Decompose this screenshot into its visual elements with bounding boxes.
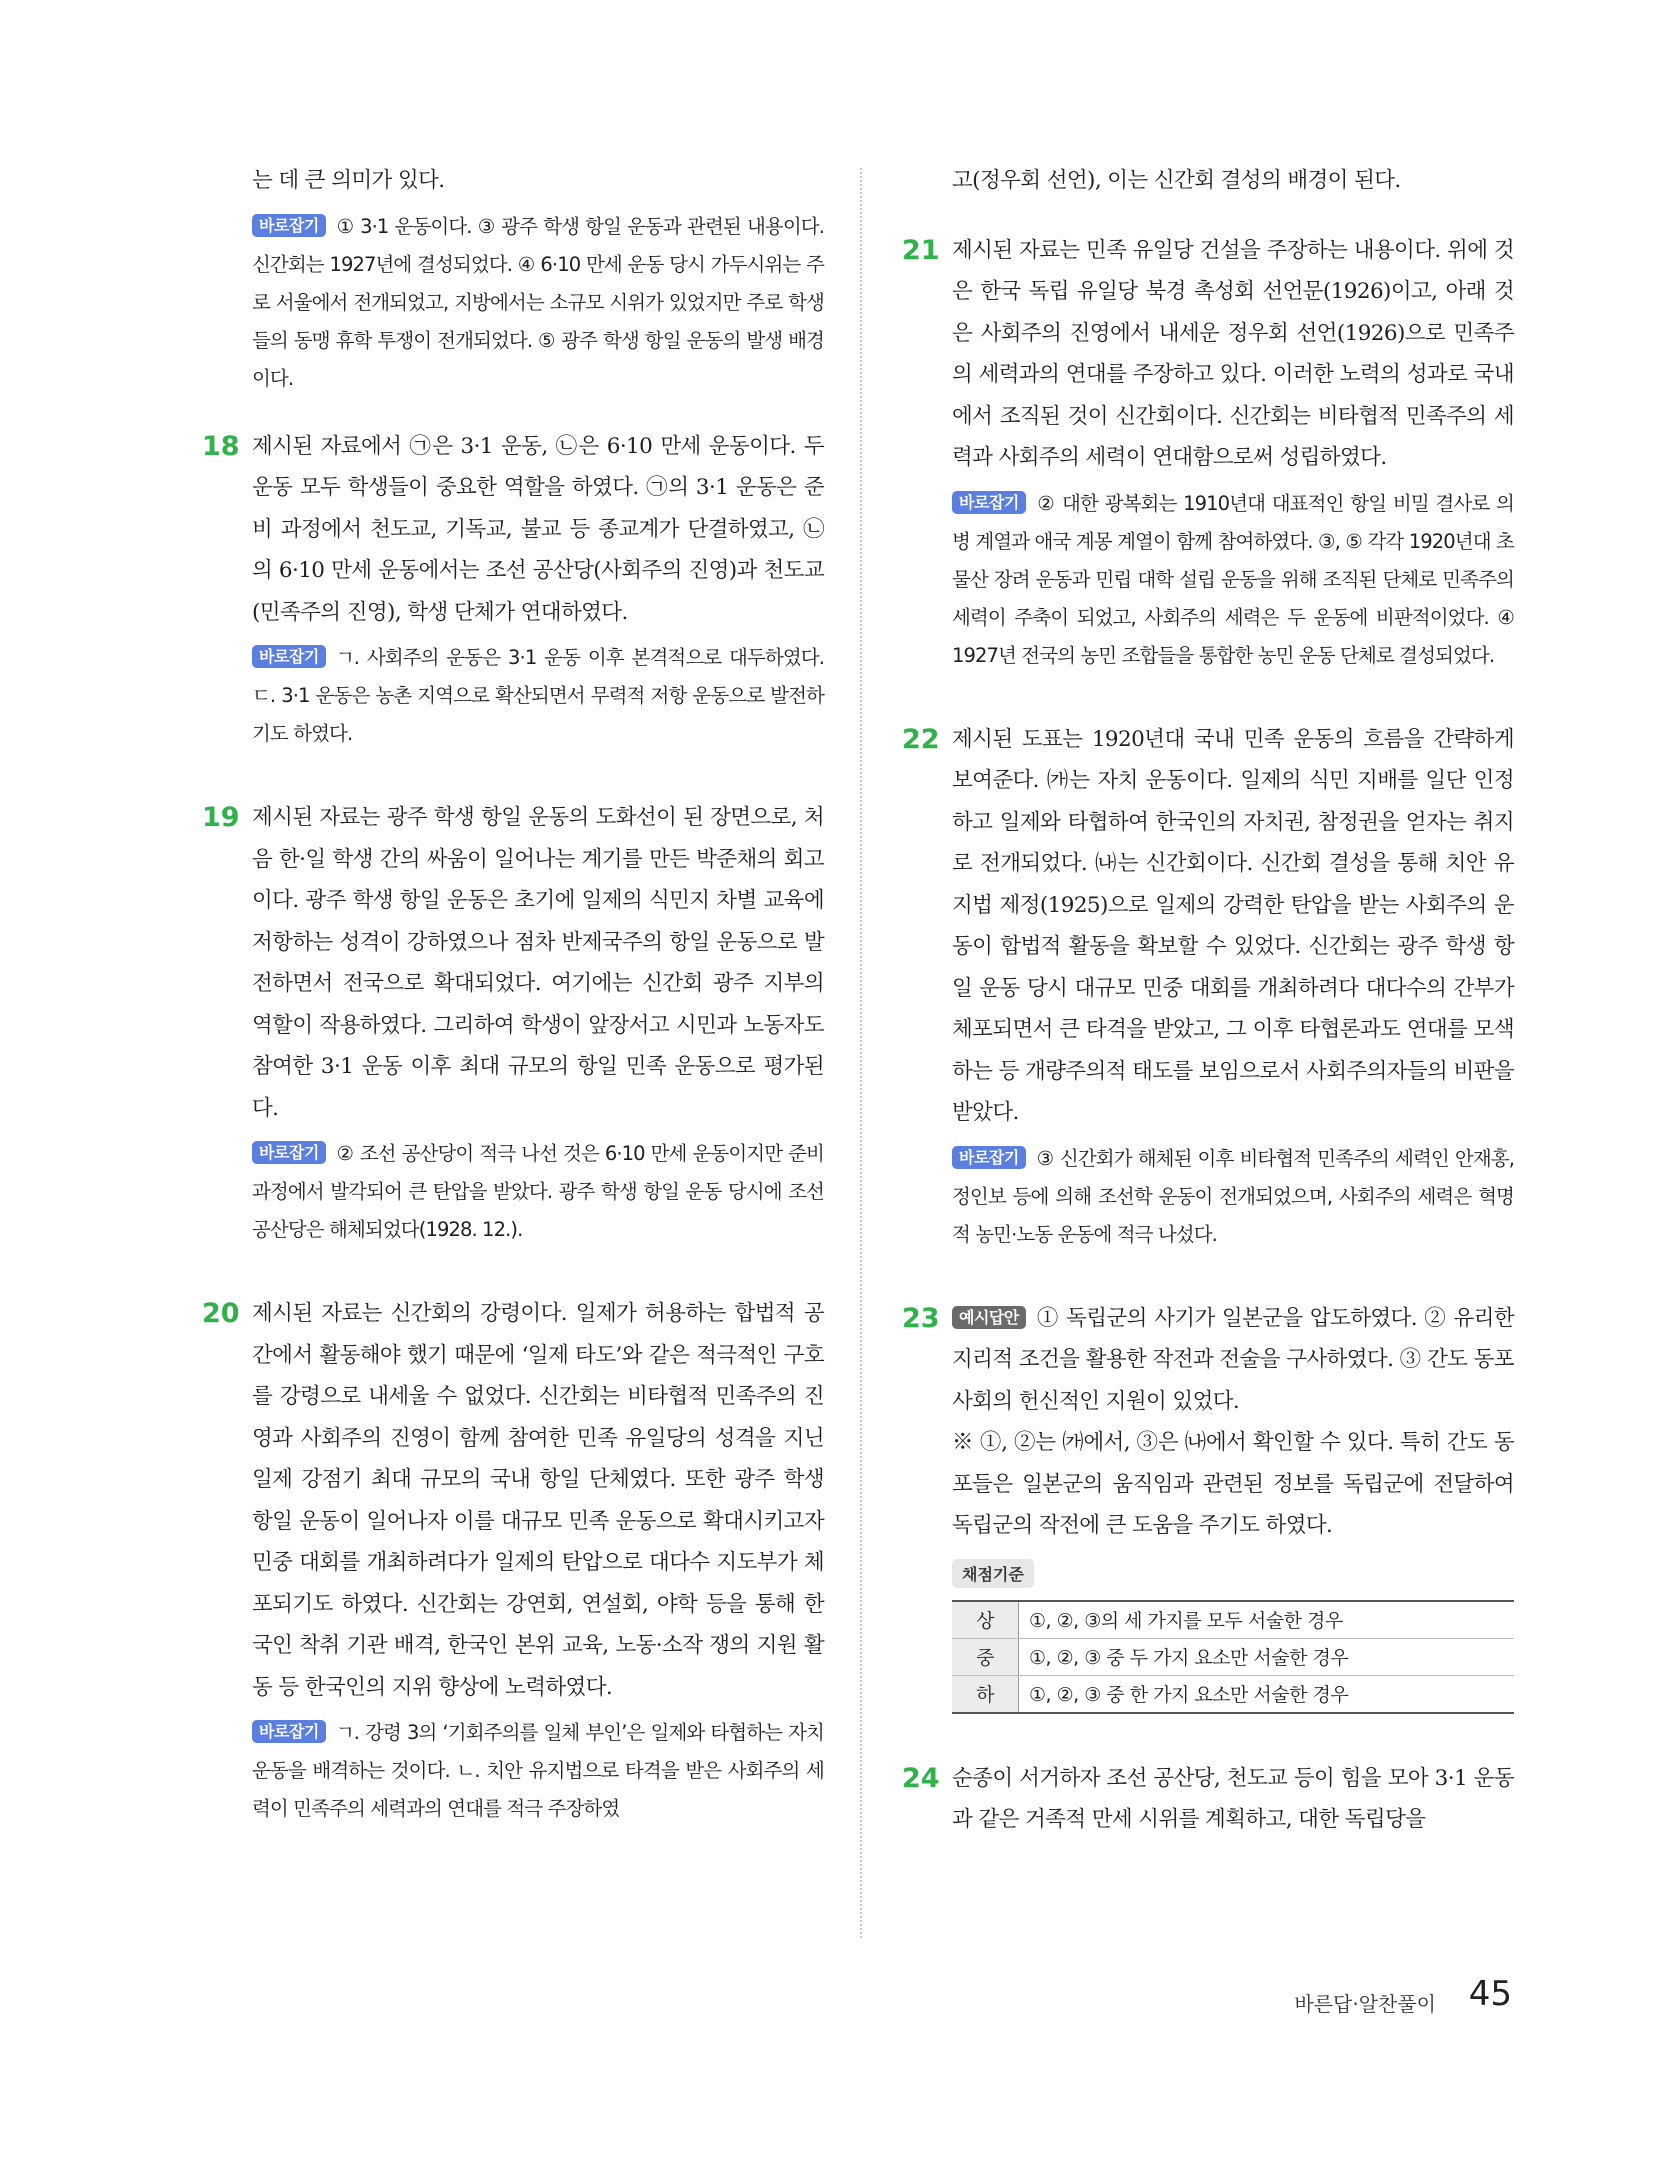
grade-description: ①, ②, ③ 중 한 가지 요소만 서술한 경우	[1029, 1684, 1349, 1706]
correction-badge: 바로잡기	[252, 1141, 326, 1164]
answer-text: 제시된 자료는 신간회의 강령이다. 일제가 허용하는 합법적 공간에서 활동해야 했기 때문에 ‘일제 타도’와 같은 적극적인 구호를 강령으로 내세울 수 없었다. 신간회는 비타협적 민족주의 진영과 사회주의 진영이 함께 참여한 민족 유일당의 성격을 지닌 일제 강점기 최대 규모의 국내 항일 단체였다. 또한 광주 학생 항일 운동이 일어나자 이를 대규모 민족 운동으로 확대시키고자 민중 대회를 개최하려다가 일제의 탄압으로 대다수 지도부가 체포되기도 하였다. 신간회는 강연회, 연설회, 야학 등을 통해 한국인 착취 기관 배격, 한국인 본위 교육, 노동·소작 쟁의 지원 활동 등 한국인의 지위 향상에 노력하였다.	[252, 1301, 824, 1700]
continued-answer-17	[202, 160, 824, 398]
answer-20	[202, 1293, 824, 1828]
grade-level: 상	[952, 1601, 1019, 1639]
answer-19	[202, 797, 824, 1249]
table-row	[952, 1638, 1514, 1675]
table-row	[952, 1601, 1514, 1639]
correction-note	[252, 208, 824, 398]
correction-text: ① 3·1 운동이다. ③ 광주 학생 항일 운동과 관련된 내용이다. 신간회는 1927년에 결성되었다. ④ 6·10 만세 운동 당시 가두시위는 주로 서울에서 전개되었고, 지방에서는 소규모 시위가 있었지만 주로 학생들의 동맹 휴학 투쟁이 전개되었다. ⑤ 광주 학생 항일 운동의 발생 배경이다.	[252, 214, 824, 390]
question-number: 18	[202, 430, 240, 462]
question-number: 23	[902, 1302, 940, 1334]
answer-22	[902, 719, 1514, 1254]
grade-description: ①, ②, ③ 중 두 가지 요소만 서술한 경우	[1019, 1638, 1515, 1675]
answer-text: 제시된 자료에서 ㉠은 3·1 운동, ㉡은 6·10 만세 운동이다. 두 운동 모두 학생들이 중요한 역할을 하였다. ㉠의 3·1 운동은 준비 과정에서 천도교, 기독교, 불교 등 종교계가 단결하였고, ㉡의 6·10 만세 운동에서는 조선 공산당(사회주의 진영)과 천도교(민족주의 진영), 학생 단체가 연대하였다.	[252, 433, 824, 625]
question-number: 24	[902, 1762, 940, 1794]
answer-23	[902, 1298, 1514, 1714]
correction-badge: 바로잡기	[252, 214, 326, 237]
answer-24	[902, 1758, 1514, 1841]
answer-text: 제시된 도표는 1920년대 국내 민족 운동의 흐름을 간략하게 보여준다. ㈎는 자치 운동이다. 일제의 식민 지배를 일단 인정하고 일제와 타협하여 한국인의 자치권, 참정권을 얻자는 취지로 전개되었다. ㈏는 신간회이다. 신간회 결성을 통해 치안 유지법 제정(1925)으로 일제의 강력한 탄압을 받는 사회주의 운동이 합법적 활동을 확보할 수 있었다. 신간회는 광주 학생 항일 운동 당시 대규모 민중 대회를 개최하려다 대다수의 간부가 체포되면서 큰 타격을 받았고, 그 이후 타협론과도 연대를 모색하는 등 개량주의적 태도를 보임으로서 사회주의자들의 비판을 받았다.	[952, 726, 1514, 1125]
correction-note	[252, 639, 824, 753]
grade-level: 하	[952, 1675, 1019, 1713]
right-column	[902, 160, 1514, 1885]
correction-text: ㄱ. 사회주의 운동은 3·1 운동 이후 본격적으로 대두하였다. ㄷ. 3·1 운동은 농촌 지역으로 확산되면서 무력적 저항 운동으로 발전하기도 하였다.	[252, 646, 824, 745]
correction-note	[952, 1140, 1514, 1254]
sample-answer	[952, 1298, 1514, 1423]
correction-note	[252, 1714, 824, 1828]
correction-badge: 바로잡기	[952, 491, 1026, 514]
answer-18	[202, 426, 824, 754]
column-divider	[860, 168, 862, 1938]
answer-21	[902, 230, 1514, 675]
answer-text: 고(정우회 선언), 이는 신간회 결성의 배경이 된다.	[952, 168, 1401, 193]
footer-label: 바른답·알찬풀이	[1294, 1992, 1436, 2016]
answer-text: 제시된 자료는 광주 학생 항일 운동의 도화선이 된 장면으로, 처음 한·일 학생 간의 싸움이 일어나는 계기를 만든 박준채의 회고이다. 광주 학생 항일 운동은 초기에 일제의 식민지 차별 교육에 저항하는 성격이 강하였으나 점차 반제국주의 항일 운동으로 발전하면서 전국으로 확대되었다. 여기에는 신간회 광주 지부의 역할이 작용하였다. 그리하여 학생이 앞장서고 시민과 노동자도 참여한 3·1 운동 이후 최대 규모의 항일 민족 운동으로 평가된다.	[252, 805, 824, 1121]
grade-description: ①, ②, ③의 세 가지를 모두 서술한 경우	[1019, 1601, 1515, 1639]
question-number: 20	[202, 1298, 240, 1329]
sample-answer-text: ① 독립군의 사기가 일본군을 압도하였다. ② 유리한 지리적 조건을 활용한 작전과 전술을 구사하였다. ③ 간도 동포 사회의 헌신적인 지원이 있었다.	[952, 1305, 1514, 1414]
answer-text: 는 데 큰 의미가 있다.	[252, 168, 445, 193]
left-column	[202, 160, 824, 1872]
correction-text: ② 대한 광복회는 1910년대 대표적인 항일 비밀 결사로 의병 계열과 애국 계몽 계열이 함께 참여하였다. ③, ⑤ 각각 1920년대 초 물산 장려 운동과 민립 대학 설립 운동을 위해 조직된 단체로 민족주의 세력이 주축이 되었고, 사회주의 세력은 두 운동에 비판적이었다. ④ 1927년 전국의 농민 조합들을 통합한 농민 운동 단체로 결성되었다.	[952, 491, 1514, 667]
answer-note: ※ ①, ②는 ㈎에서, ③은 ㈏에서 확인할 수 있다. 특히 간도 동포들은 일본군의 움직임과 관련된 정보를 독립군에 전달하여 독립군의 작전에 큰 도움을 주기도 하였다.	[952, 1430, 1514, 1538]
question-number: 21	[902, 234, 940, 266]
correction-text: ③ 신간회가 해체된 이후 비타협적 민족주의 세력인 안재홍, 정인보 등에 의해 조선학 운동이 전개되었으며, 사회주의 세력은 혁명적 농민·노동 운동에 적극 나섰다.	[952, 1146, 1514, 1246]
grading-criteria-label: 채점기준	[952, 1559, 1034, 1588]
page-number: 45	[1468, 1974, 1512, 2014]
continued-answer-20	[902, 160, 1514, 202]
table-row	[952, 1675, 1514, 1713]
answer-text: 제시된 자료는 민족 유일당 건설을 주장하는 내용이다. 위에 것은 한국 독립 유일당 북경 촉성회 선언문(1926)이고, 아래 것은 사회주의 진영에서 내세운 정우회 선언(1926)으로 민족주의 세력과의 연대를 주장하고 있다. 이러한 노력의 성과로 국내에서 조직된 것이 신간회이다. 신간회는 비타협적 민족주의 세력과 사회주의 세력이 연대함으로써 성립하였다.	[952, 237, 1514, 470]
correction-badge: 바로잡기	[252, 645, 326, 668]
question-number: 22	[902, 723, 940, 755]
correction-note	[252, 1135, 824, 1249]
grade-level: 중	[952, 1638, 1019, 1675]
correction-text: ② 조선 공산당이 적극 나선 것은 6·10 만세 운동이지만 준비 과정에서 발각되어 큰 탄압을 받았다. 광주 학생 항일 운동 당시에 조선 공산당은 해체되었다(1928. 12.).	[252, 1142, 824, 1241]
correction-text: ㄱ. 강령 3의 ‘기회주의를 일체 부인’은 일제와 타협하는 자치 운동을 배격하는 것이다. ㄴ. 치안 유지법으로 타격을 받은 사회주의 세력이 민족주의 세력과의 연대를 적극 주장하였	[252, 1721, 824, 1820]
question-number: 19	[202, 802, 240, 833]
grading-table	[952, 1600, 1514, 1714]
sample-answer-badge: 예시답안	[952, 1306, 1026, 1329]
correction-badge: 바로잡기	[252, 1720, 326, 1743]
answer-text: 순종이 서거하자 조선 공산당, 천도교 등이 힘을 모아 3·1 운동과 같은 거족적 만세 시위를 계획하고, 대한 독립당을	[952, 1765, 1514, 1832]
correction-note	[952, 485, 1514, 675]
correction-badge: 바로잡기	[952, 1146, 1026, 1169]
